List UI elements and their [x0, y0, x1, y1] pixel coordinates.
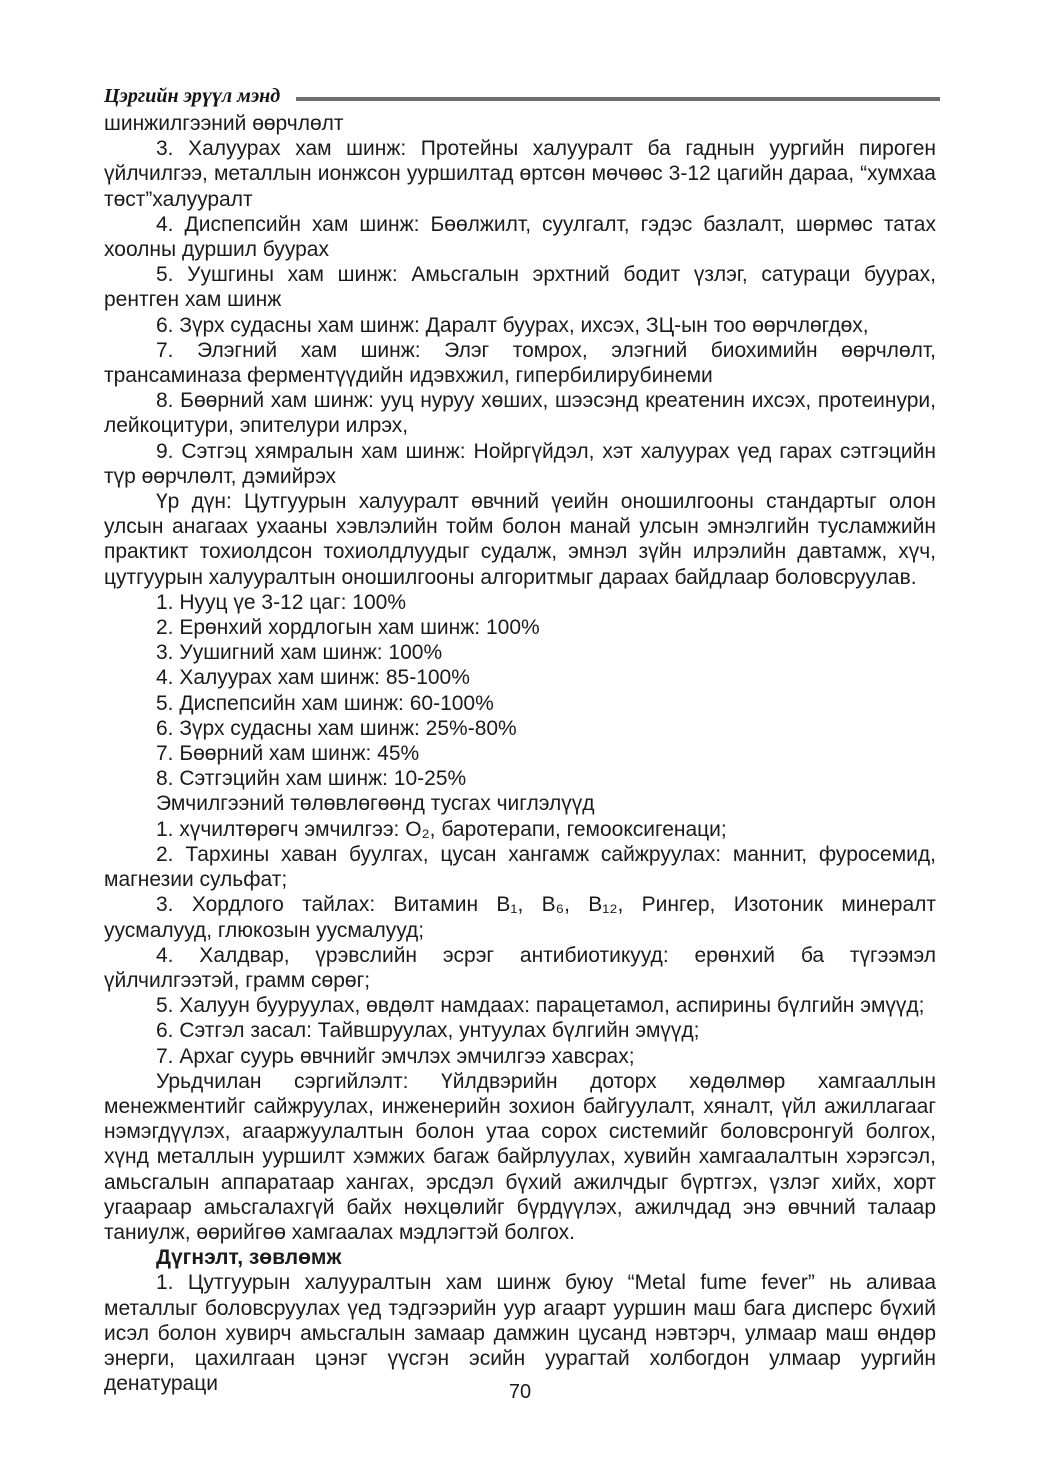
paragraph: 4. Халуурах хам шинж: 85-100%	[156, 666, 470, 690]
paragraph: Урьдчилан сэргийлэлт: Үйлдвэрийн доторх хөдөлмөр хамгааллын менежментийг сайжруулах, инженерийн зохион байгуулалт, хяналт, үйл ажиллагааг нэмэгдүүлэх, агааржуулалтын болон утаа сорох системийг боловсронгуй болгох, хүнд металлын ууршилт хэмжих багаж байрлуулах, хувийн хамгаалалтын хэрэгсэл, амьсгалын аппаратаар хангах, эрсдэл бүхий ажилчдыг бүртгэх, үзлэг хийх, хорт угаараар амьсгалахгүй байх нөхцөлийг бүрдүүлэх, ажилчдад энэ өвчний талаар таниулж, өөрийгөө хамгаалах мэдлэгтэй болгох.	[104, 1069, 936, 1244]
page-body	[104, 111, 936, 1396]
paragraph: 3. Хордлого тайлах: Витамин В₁, В₆, В₁₂, Рингер, Изотоник минералт уусмалууд, глюкозын уусмалууд;	[104, 893, 936, 942]
paragraph: 1. Нууц үе 3-12 цаг: 100%	[156, 590, 407, 614]
page-footer	[0, 1381, 1040, 1404]
paragraph: 4. Диспепсийн хам шинж: Бөөлжилт, суулгалт, гэдэс базлалт, шөрмөс татах хоолны дуршил буурах	[104, 212, 936, 262]
page-header	[104, 85, 940, 108]
paragraph: 3. Уушигний хам шинж: 100%	[156, 641, 443, 665]
header-rule	[296, 97, 940, 101]
paragraph: 1. Цутгуурын халууралтын хам шинж буюу “Metal fume fever” нь аливаа металлыг боловсруулах үед тэдгээрийн уур агаарт ууршин маш бага дисперс бүхий исэл болон хувирч амьсгалын замаар дамжин цусанд нэвтэрч, улмаар маш өндөр энерги, цахилгаан цэнэг үүсгэн эсийн уурагтай холбогдон улмаар уургийн денатураци	[104, 1271, 936, 1396]
paragraph: 4. Халдвар, үрэвслийн эсрэг антибиотикууд: ерөнхий ба түгээмэл үйлчилгээтэй, грамм сөрөг;	[104, 943, 936, 992]
paragraph: 7. Бөөрний хам шинж: 45%	[156, 742, 420, 766]
section-heading: Дүгнэлт, зөвлөмж	[156, 1246, 342, 1270]
paragraph: 2. Ерөнхий хордлогын хам шинж: 100%	[156, 616, 540, 640]
paragraph: 1. хүчилтөрөгч эмчилгээ: О₂, баротерапи, гемооксигенаци;	[156, 817, 727, 841]
paragraph: 5. Диспепсийн хам шинж: 60-100%	[156, 691, 494, 715]
paragraph: 2. Тархины хаван буулгах, цусан хангамж сайжруулах: маннит, фуросемид, магнезии сульфат;	[104, 842, 936, 892]
paragraph: 7. Элэгний хам шинж: Элэг томрох, элэгний биохимийн өөрчлөлт, трансаминаза ферментүүдийн идэвхжил, гипербилирубинеми	[104, 338, 936, 388]
paragraph: шинжилгээний өөрчлөлт	[104, 112, 344, 135]
paragraph: 6. Сэтгэл засал: Тайвшруулах, унтуулах бүлгийн эмүүд;	[156, 1019, 700, 1043]
paragraph: 6. Зүрх судасны хам шинж: 25%-80%	[156, 716, 517, 740]
paragraph: 6. Зүрх судасны хам шинж: Даралт буурах, ихсэх, ЗЦ-ын тоо өөрчлөгдөх,	[156, 313, 869, 337]
paragraph: 7. Архаг суурь өвчнийг эмчлэх эмчилгээ хавсрах;	[156, 1044, 635, 1068]
paragraph: 8. Сэтгэцийн хам шинж: 10-25%	[156, 767, 467, 791]
paragraph: 3. Халуурах хам шинж: Протейны халууралт ба гаднын уургийн пироген үйлчилгээ, металлын ионжсон ууршилтад өртсөн мөчөөс 3-12 цагийн дараа, “хумхаа төст”халууралт	[104, 137, 936, 211]
paragraph: 9. Сэтгэц хямралын хам шинж: Нойргүйдэл, хэт халуурах үед гарах сэтгэцийн түр өөрчлөлт, дэмийрэх	[104, 439, 936, 488]
paragraph: 8. Бөөрний хам шинж: ууц нуруу хөших, шээсэнд креатенин ихсэх, протеинури, лейкоцитури, эпителури илрэх,	[104, 389, 936, 438]
page-number: 70	[508, 1381, 532, 1403]
journal-title: Цэргийн эрүүл мэнд	[104, 85, 281, 107]
paragraph: Үр дүн: Цутгуурын халууралт өвчний үеийн оношилгооны стандартыг олон улсын анагаах ухааны хэвлэлийн тойм болон манай улсын эмнэлгийн тусламжийн практикт тохиолдсон тохиолдлуудыг судалж, эмнэл зүйн илрэлийн давтамж, хүч, цутгуурын халууралтын оношилгооны алгоритмыг дараах байдлаар боловсруулав.	[104, 490, 936, 589]
paragraph: Эмчилгээний төлөвлөгөөнд тусгах чиглэлүүд	[156, 792, 595, 816]
paragraph: 5. Уушгины хам шинж: Амьсгалын эрхтний бодит үзлэг, сатураци буурах, рентген хам шинж	[104, 263, 936, 312]
paragraph: 5. Халуун бууруулах, өвдөлт намдаах: парацетамол, аспирины бүлгийн эмүүд;	[156, 994, 925, 1018]
